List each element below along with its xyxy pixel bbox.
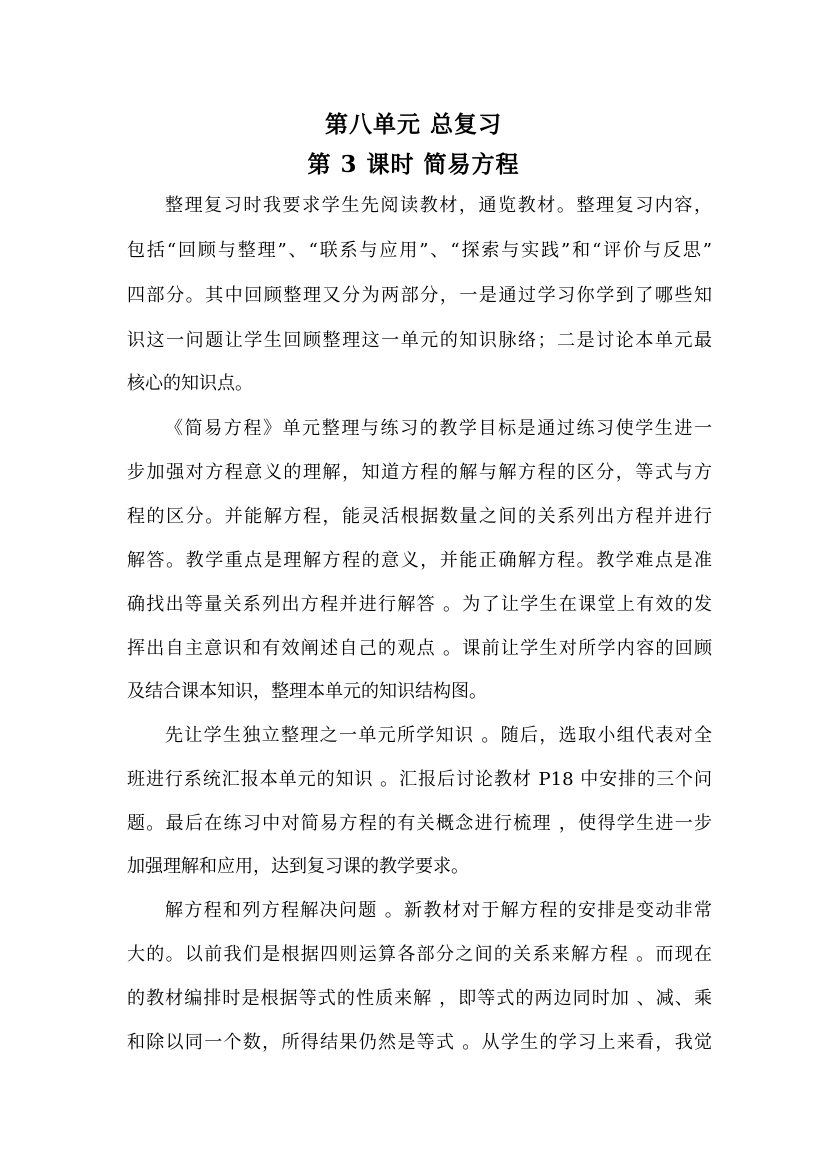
- text-line: 题。最后在练习中对简易方程的有关概念进行梳理 ，使得学生进一步: [127, 813, 712, 834]
- text-line: 和除以同一个数，所得结果仍然是等式 。从学生的学习上来看，我觉: [127, 1032, 712, 1053]
- text-line: 程的区分。并能解方程，能灵活根据数量之间的关系列出方程并进行: [127, 506, 712, 527]
- text-line: 的教材编排时是根据等式的性质来解 ，即等式的两边同时加 、减、乘: [127, 988, 712, 1009]
- text-line: 解方程和列方程解决问题 。新教材对于解方程的安排是变动非常: [165, 900, 712, 921]
- text-line: 班进行系统汇报本单元的知识 。汇报后讨论教材 P18 中安排的三个问: [127, 769, 712, 790]
- text-line: 挥出自主意识和有效阐述自己的观点 。课前让学生对所学内容的回顾: [127, 638, 712, 659]
- text-line: 整理复习时我要求学生先阅读教材，通览教材。整理复习内容，: [165, 195, 712, 216]
- text-line: 及结合课本知识，整理本单元的知识结构图。: [127, 681, 487, 702]
- text-line: 加强理解和应用，达到复习课的教学要求。: [127, 856, 469, 877]
- text-line: 识这一问题让学生回顾整理这一单元的知识脉络；二是讨论本单元最: [127, 330, 712, 351]
- text-line: 先让学生独立整理之一单元所学知识 。随后，选取小组代表对全: [165, 725, 712, 746]
- text-line: 解答。教学重点是理解方程的意义，并能正确解方程。教学难点是准: [127, 550, 712, 571]
- text-line: 包括“回顾与整理”、“联系与应用”、“探索与实践”和“评价与反思”: [127, 240, 712, 261]
- document-title: 第八单元 总复习: [324, 111, 502, 138]
- text-line: 步加强对方程意义的理解，知道方程的解与解方程的区分，等式与方: [127, 462, 712, 483]
- text-line: 四部分。其中回顾整理又分为两部分，一是通过学习你学到了哪些知: [127, 285, 712, 306]
- text-line: 大的。以前我们是根据四则运算各部分之间的关系来解方程 。而现在: [127, 944, 712, 965]
- document-subtitle: 第 3 课时 简易方程: [307, 151, 520, 178]
- text-line: 核心的知识点。: [127, 373, 253, 394]
- text-line: 确找出等量关系列出方程并进行解答 。为了让学生在课堂上有效的发: [127, 594, 712, 615]
- text-line: 《简易方程》单元整理与练习的教学目标是通过练习使学生进一: [165, 418, 712, 439]
